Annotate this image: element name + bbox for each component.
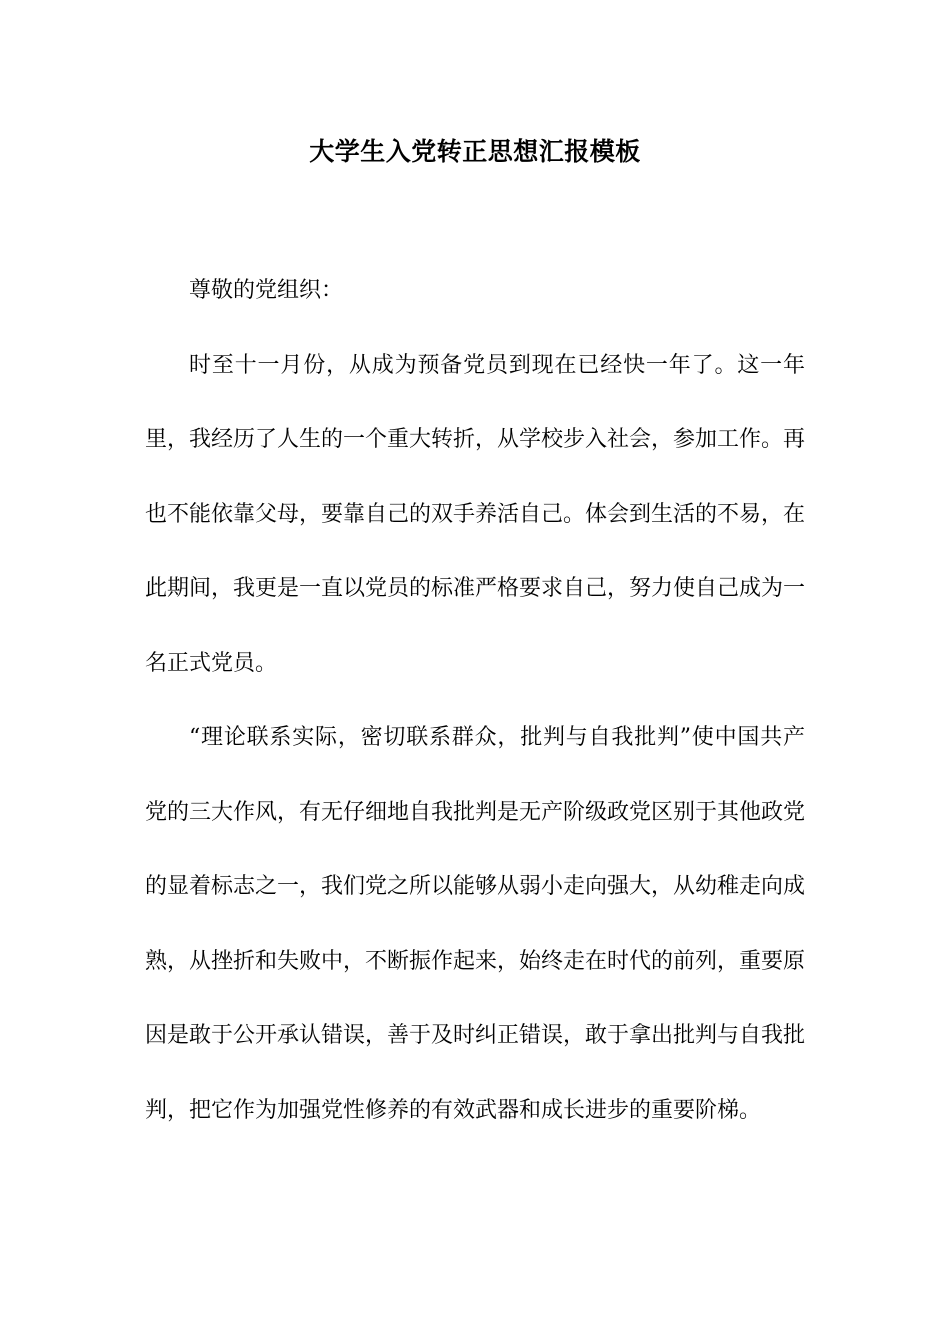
paragraph: 时至十一月份，从成为预备党员到现在已经快一年了。这一年里，我经历了人生的一个重大转折，从学校步入社会，参加工作。再也不能依靠父母，要靠自己的双手养活自己。体会到生活的不易，在此期间，我更是一直以党员的标准严格要求自己，努力使自己成为一名正式党员。 — [145, 352, 806, 676]
document-title: 大学生入党转正思想汇报模板 — [309, 137, 641, 166]
paragraph: “理论联系实际，密切联系群众，批判与自我批判”使中国共产党的三大作风，有无仔细地自我批判是无产阶级政党区别于其他政党的显着标志之一，我们党之所以能够从弱小走向强大，从幼稚走向成熟，从挫折和失败中，不断振作起来，始终走在时代的前列，重要原因是敢于公开承认错误，善于及时纠正错误，敢于拿出批判与自我批判，把它作为加强党性修养的有效武器和成长进步的重要阶梯。 — [145, 725, 806, 1123]
salutation: 尊敬的党组织： — [189, 278, 344, 303]
document-body — [145, 254, 805, 1148]
